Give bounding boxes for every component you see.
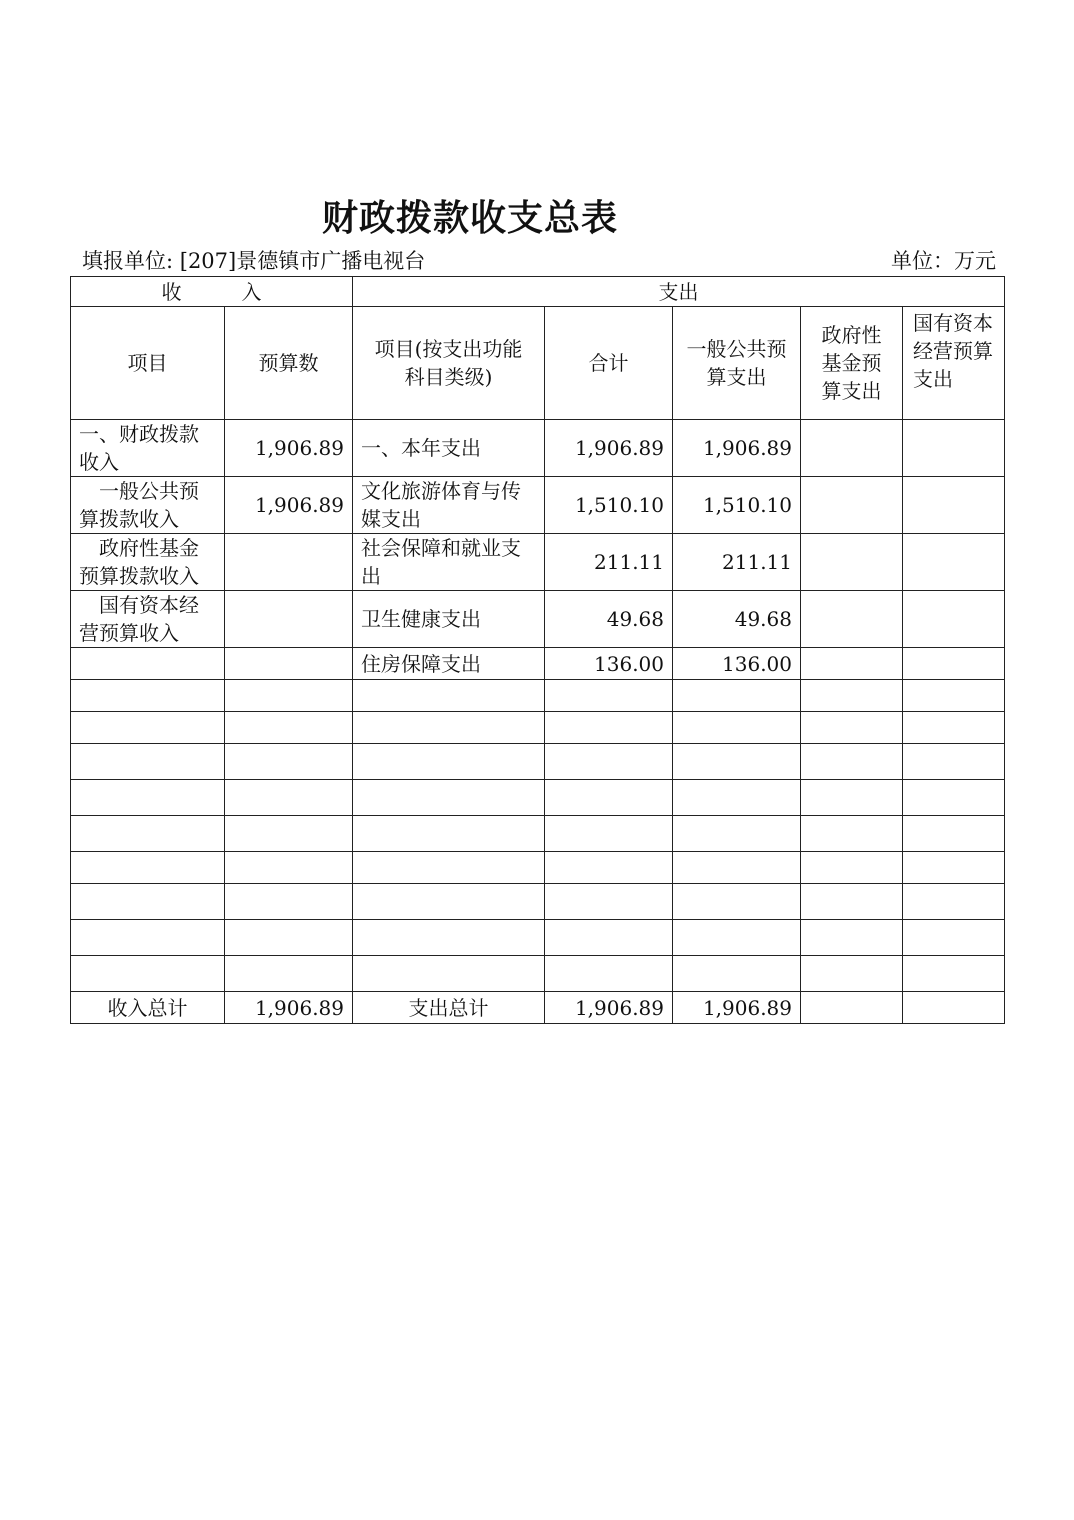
totals-row bbox=[71, 992, 1005, 1024]
expense-general-cell: 1,510.10 bbox=[673, 477, 801, 534]
expense-general-cell: 136.00 bbox=[673, 648, 801, 680]
col-header-budget: 预算数 bbox=[225, 307, 353, 420]
expense-gov-fund-cell bbox=[801, 477, 903, 534]
empty-row bbox=[71, 744, 1005, 780]
empty-row bbox=[71, 680, 1005, 712]
table-row bbox=[71, 420, 1005, 477]
expense-total-cell: 1,906.89 bbox=[545, 420, 673, 477]
expense-total-cell: 211.11 bbox=[545, 534, 673, 591]
income-item-cell: 一、财政拨款收入 bbox=[71, 420, 225, 477]
expense-gov-fund-cell bbox=[801, 591, 903, 648]
expense-state-capital-cell bbox=[903, 591, 1005, 648]
table-row bbox=[71, 477, 1005, 534]
currency-unit-label: 单位：万元 bbox=[891, 249, 996, 273]
expense-total-amount: 1,906.89 bbox=[545, 992, 673, 1024]
header-row-group bbox=[71, 277, 1005, 307]
empty-row bbox=[71, 884, 1005, 920]
expense-total-cell: 1,510.10 bbox=[545, 477, 673, 534]
col-header-state-capital: 国有资本经营预算支出 bbox=[903, 307, 1005, 420]
expense-state-capital-cell bbox=[903, 648, 1005, 680]
expense-state-capital-cell bbox=[903, 420, 1005, 477]
expense-total-label: 支出总计 bbox=[353, 992, 545, 1024]
col-header-gov-fund: 政府性基金预算支出 bbox=[801, 307, 903, 420]
expense-item-cell: 社会保障和就业支出 bbox=[353, 534, 545, 591]
empty-row bbox=[71, 920, 1005, 956]
income-total-amount: 1,906.89 bbox=[225, 992, 353, 1024]
expense-gov-fund-cell bbox=[801, 534, 903, 591]
expense-gov-fund-cell bbox=[801, 648, 903, 680]
col-header-item: 项目 bbox=[71, 307, 225, 420]
col-header-total: 合计 bbox=[545, 307, 673, 420]
page-title: 财政拨款收支总表 bbox=[321, 198, 618, 239]
reporting-unit-label: 填报单位: [207]景德镇市广播电视台 bbox=[82, 249, 426, 273]
table-row bbox=[71, 648, 1005, 680]
expense-general-cell: 49.68 bbox=[673, 591, 801, 648]
col-header-general: 一般公共预算支出 bbox=[673, 307, 801, 420]
table-row bbox=[71, 534, 1005, 591]
income-total-label: 收入总计 bbox=[71, 992, 225, 1024]
expense-state-capital-cell bbox=[903, 534, 1005, 591]
expense-state-capital-total bbox=[903, 992, 1005, 1024]
empty-row bbox=[71, 712, 1005, 744]
income-amount-cell bbox=[225, 591, 353, 648]
income-amount-cell: 1,906.89 bbox=[225, 477, 353, 534]
income-amount-cell bbox=[225, 534, 353, 591]
col-header-exp-item: 项目(按支出功能科目类级) bbox=[353, 307, 545, 420]
expense-general-total: 1,906.89 bbox=[673, 992, 801, 1024]
income-item-cell bbox=[71, 648, 225, 680]
expense-item-cell: 住房保障支出 bbox=[353, 648, 545, 680]
expense-gov-fund-cell bbox=[801, 420, 903, 477]
income-item-cell: 政府性基金预算拨款收入 bbox=[71, 534, 225, 591]
empty-row bbox=[71, 780, 1005, 816]
income-amount-cell bbox=[225, 648, 353, 680]
expense-item-cell: 一、本年支出 bbox=[353, 420, 545, 477]
expense-header: 支出 bbox=[353, 277, 1005, 307]
income-amount-cell: 1,906.89 bbox=[225, 420, 353, 477]
empty-row bbox=[71, 852, 1005, 884]
expense-general-cell: 1,906.89 bbox=[673, 420, 801, 477]
income-item-cell: 国有资本经营预算收入 bbox=[71, 591, 225, 648]
expense-total-cell: 49.68 bbox=[545, 591, 673, 648]
income-item-cell: 一般公共预算拨款收入 bbox=[71, 477, 225, 534]
expense-item-cell: 文化旅游体育与传媒支出 bbox=[353, 477, 545, 534]
expense-state-capital-cell bbox=[903, 477, 1005, 534]
expense-total-cell: 136.00 bbox=[545, 648, 673, 680]
empty-row bbox=[71, 816, 1005, 852]
expense-gov-fund-total bbox=[801, 992, 903, 1024]
budget-summary-table bbox=[70, 276, 1005, 1024]
table-row bbox=[71, 591, 1005, 648]
income-header: 收 入 bbox=[71, 277, 353, 307]
header-row-columns bbox=[71, 307, 1005, 420]
expense-general-cell: 211.11 bbox=[673, 534, 801, 591]
expense-item-cell: 卫生健康支出 bbox=[353, 591, 545, 648]
empty-row bbox=[71, 956, 1005, 992]
